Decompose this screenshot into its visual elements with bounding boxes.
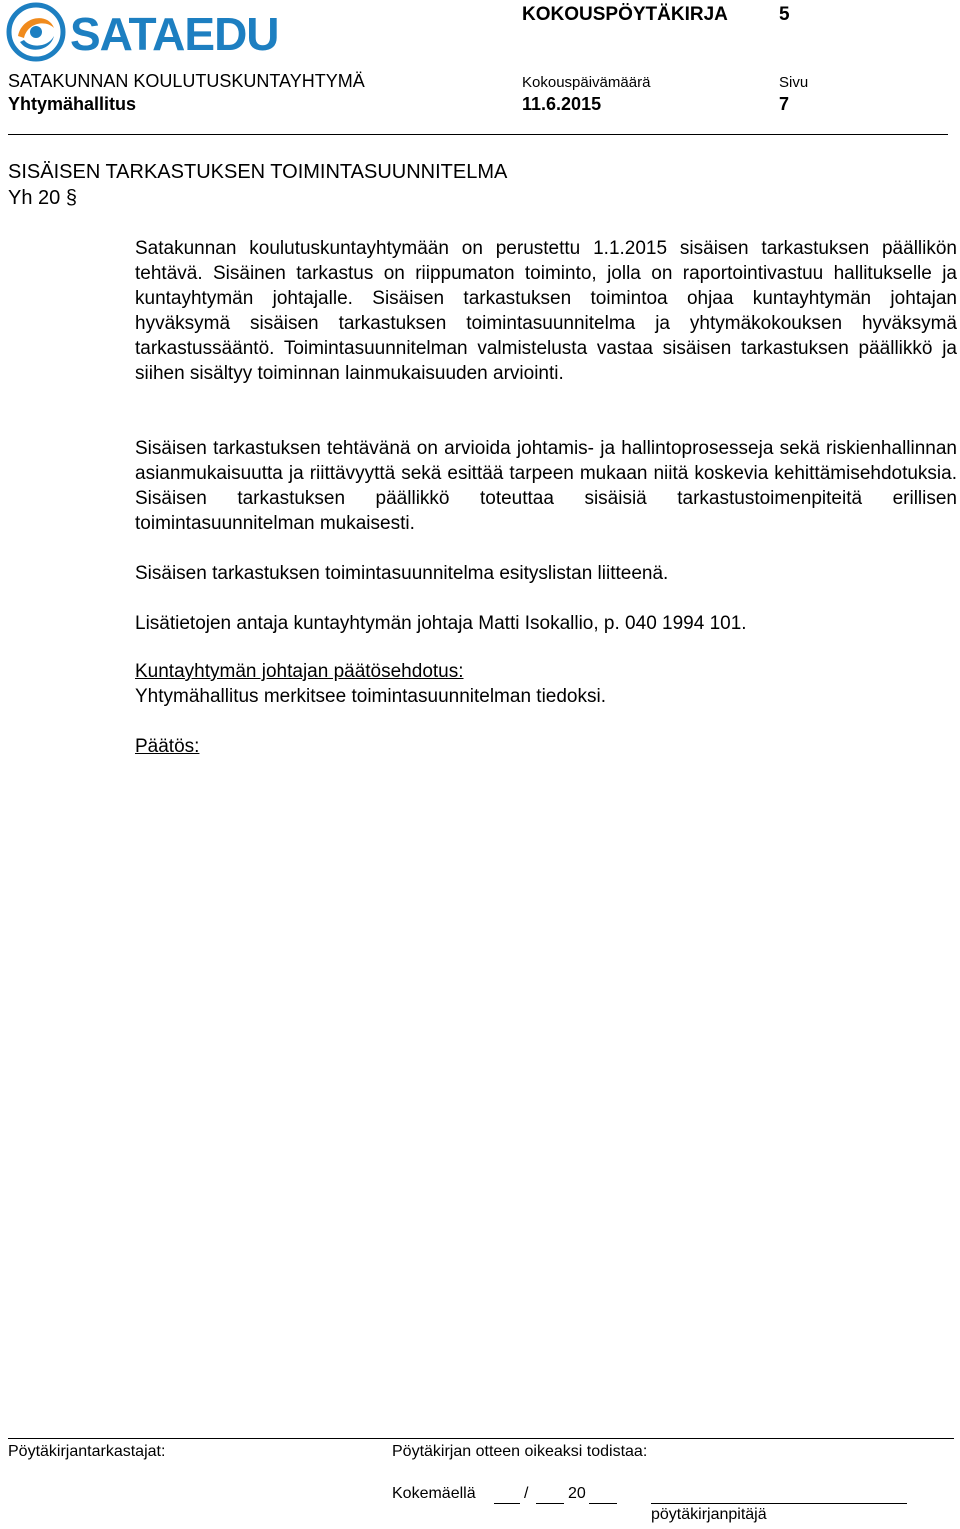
year-prefix: 20 [568, 1485, 586, 1502]
footer-divider [8, 1438, 954, 1439]
header-divider [8, 134, 948, 135]
proposal-label: Kuntayhtymän johtajan päätösehdotus: [135, 661, 464, 682]
certify-label: Pöytäkirjan otteen oikeaksi todistaa: [392, 1443, 648, 1460]
section-number: Yh 20 § [8, 187, 77, 209]
logo-wordmark: SATAEDU [70, 8, 279, 60]
sataedu-logo [6, 2, 279, 64]
year-blank [589, 1503, 617, 1504]
document-type: KOKOUSPÖYTÄKIRJA [522, 4, 728, 25]
paragraph-attachment: Sisäisen tarkastuksen toimintasuunnitelma esityslistan liitteenä. [135, 563, 669, 584]
proposal-text: Yhtymähallitus merkitsee toimintasuunnitelman tiedoksi. [135, 686, 606, 707]
document-number: 5 [779, 4, 790, 25]
meeting-date: 11.6.2015 [522, 94, 602, 114]
page-number: 7 [779, 94, 790, 114]
meeting-date-label: Kokouspäivämäärä [522, 74, 651, 91]
paragraph-background: Satakunnan koulutuskuntayhtymään on perustettu 1.1.2015 sisäisen tarkastuksen päällikön tehtävä. Sisäinen tarkastus on riippumaton toiminto, jolla on raportointivastuu hallitukselle ja kuntayhtymän johtajalle. Sisäisen tarkastuksen toimintoa ohjaa kuntayhtymän johtajan hyväksymä sisäisen tarkastuksen toimintasuunnitelma ja yhtymäkokouksen hyväksymä tarkastussääntö. Toimintasuunnitelman valmistelusta vastaa sisäisen tarkastuksen päällikkö ja siihen sisältyy toiminnan lainmukaisuuden arviointi. [135, 238, 957, 384]
sataedu-emblem-icon [6, 2, 66, 62]
paragraph-duties: Sisäisen tarkastuksen tehtävänä on arvioida johtamis- ja hallintoprosesseja sekä riskienhallinnan asianmukaisuutta ja riittävyyttä sekä esittää tarpeen mukaan niitä koskevia kehittämisehdotuksia. Sisäisen tarkastuksen päällikkö toteuttaa sisäisiä tarkastustoimenpiteitä erillisen toimintasuunnitelman mukaisesti. [135, 438, 957, 534]
paragraph-contact: Lisätietojen antaja kuntayhtymän johtaja Matti Isokallio, p. 040 1994 101. [135, 613, 747, 634]
reviewers-label: Pöytäkirjantarkastajat: [8, 1443, 166, 1460]
date-separator: / [524, 1485, 529, 1502]
organization-name: SATAKUNNAN KOULUTUSKUNTAYHTYMÄ [8, 71, 365, 91]
governing-body: Yhtymähallitus [8, 94, 137, 114]
section-title: SISÄISEN TARKASTUKSEN TOIMINTASUUNNITELMA [8, 161, 508, 183]
signature-line [651, 1503, 907, 1504]
decision-label: Päätös: [135, 736, 200, 757]
place-label: Kokemäellä [392, 1485, 476, 1502]
page-label: Sivu [779, 74, 809, 91]
keeper-label: pöytäkirjanpitäjä [651, 1506, 767, 1523]
day-blank [494, 1503, 520, 1504]
month-blank [536, 1503, 564, 1504]
